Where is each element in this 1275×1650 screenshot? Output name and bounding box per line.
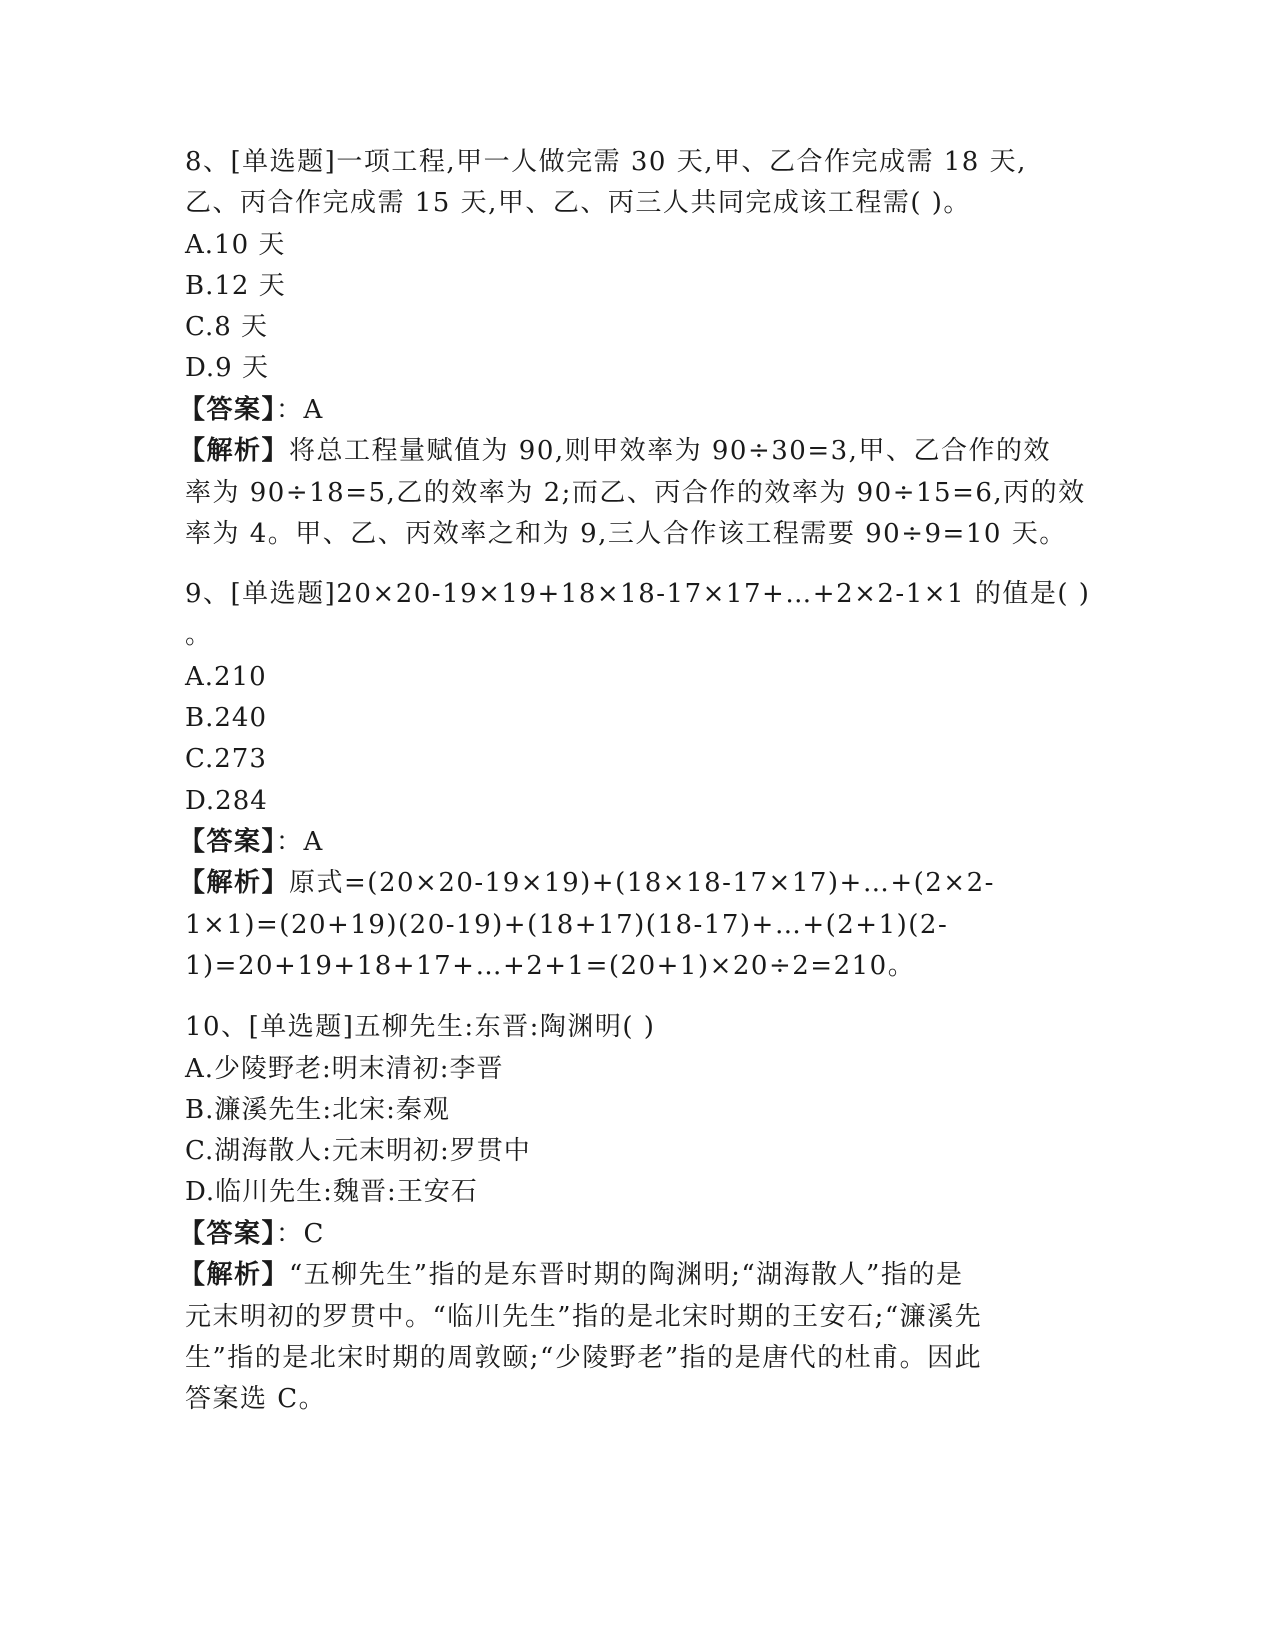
question-9-explain-line-3: 1)=20+19+18+17+…+2+1=(20+1)×20÷2=210。 bbox=[185, 951, 916, 981]
question-8-option-d: D.9 天 bbox=[185, 353, 269, 383]
question-8-answer bbox=[179, 390, 1085, 430]
question-8-stem-line-2: 乙、丙合作完成需 15 天,甲、乙、丙三人共同完成该工程需( )。 bbox=[185, 188, 971, 218]
question-10-explain-line-3: 生”指的是北宋时期的周敦颐;“少陵野老”指的是唐代的杜甫。因此 bbox=[185, 1343, 983, 1373]
question-8-explain-line-1 bbox=[179, 431, 1085, 471]
question-8-explain-line-3: 率为 4。甲、乙、丙效率之和为 9,三人合作该工程需要 90÷9=10 天。 bbox=[185, 519, 1067, 549]
question-8-explain-line-2: 率为 90÷18=5,乙的效率为 2;而乙、丙合作的效率为 90÷15=6,丙的效 bbox=[185, 478, 1086, 508]
question-9-stem-line-2: 。 bbox=[185, 620, 213, 650]
question-9-explain-line-2: 1×1)=(20+19)(20-19)+(18+17)(18-17)+…+(2+1)(2- bbox=[185, 910, 949, 940]
answer-tag: 【答案】 bbox=[179, 827, 277, 857]
question-8-option-c: C.8 天 bbox=[185, 312, 269, 342]
question-8-stem-line-1: 8、[单选题]一项工程,甲一人做完需 30 天,甲、乙合作完成需 18 天, bbox=[185, 147, 1027, 177]
explain-tag: 【解析】 bbox=[179, 1260, 290, 1290]
question-10-explain-line-4: 答案选 C。 bbox=[185, 1384, 327, 1414]
question-9-option-c: C.273 bbox=[185, 744, 267, 774]
question-9-option-a: A.210 bbox=[185, 662, 267, 692]
explain-text: 将总工程量赋值为 90,则甲效率为 90÷30=3,甲、乙合作的效 bbox=[289, 436, 1051, 466]
explain-tag: 【解析】 bbox=[179, 868, 290, 898]
question-10-option-c: C.湖海散人:元末明初:罗贯中 bbox=[185, 1136, 531, 1166]
answer-value: ：A bbox=[276, 827, 324, 857]
question-8-option-a: A.10 天 bbox=[185, 230, 286, 260]
question-9-option-d: D.284 bbox=[185, 786, 268, 816]
explain-text: “五柳先生”指的是东晋时期的陶渊明;“湖海散人”指的是 bbox=[289, 1260, 964, 1290]
explain-text: 原式=(20×20-19×19)+(18×18-17×17)+…+(2×2- bbox=[289, 868, 995, 898]
question-10-option-b: B.濂溪先生:北宋:秦观 bbox=[185, 1095, 450, 1125]
answer-value: ：A bbox=[276, 395, 324, 425]
question-9-answer bbox=[179, 822, 1085, 862]
question-10-explain-line-1 bbox=[179, 1255, 1085, 1295]
answer-tag: 【答案】 bbox=[179, 395, 277, 425]
question-10-option-d: D.临川先生:魏晋:王安石 bbox=[185, 1177, 478, 1207]
question-9-option-b: B.240 bbox=[185, 703, 267, 733]
explain-tag: 【解析】 bbox=[179, 436, 290, 466]
question-10-explain-line-2: 元末明初的罗贯中。“临川先生”指的是北宋时期的王安石;“濂溪先 bbox=[185, 1302, 983, 1332]
question-10-option-a: A.少陵野老:明末清初:李晋 bbox=[185, 1054, 504, 1084]
question-10-answer bbox=[179, 1214, 1085, 1254]
answer-tag: 【答案】 bbox=[179, 1219, 277, 1249]
question-9-stem-line-1: 9、[单选题]20×20-19×19+18×18-17×17+…+2×2-1×1 的值是( ) bbox=[185, 579, 1091, 609]
question-8-option-b: B.12 天 bbox=[185, 271, 286, 301]
answer-value: ：C bbox=[276, 1219, 325, 1249]
question-10-stem-line-1: 10、[单选题]五柳先生:东晋:陶渊明( ) bbox=[185, 1012, 656, 1042]
question-9-explain-line-1 bbox=[179, 863, 1085, 903]
